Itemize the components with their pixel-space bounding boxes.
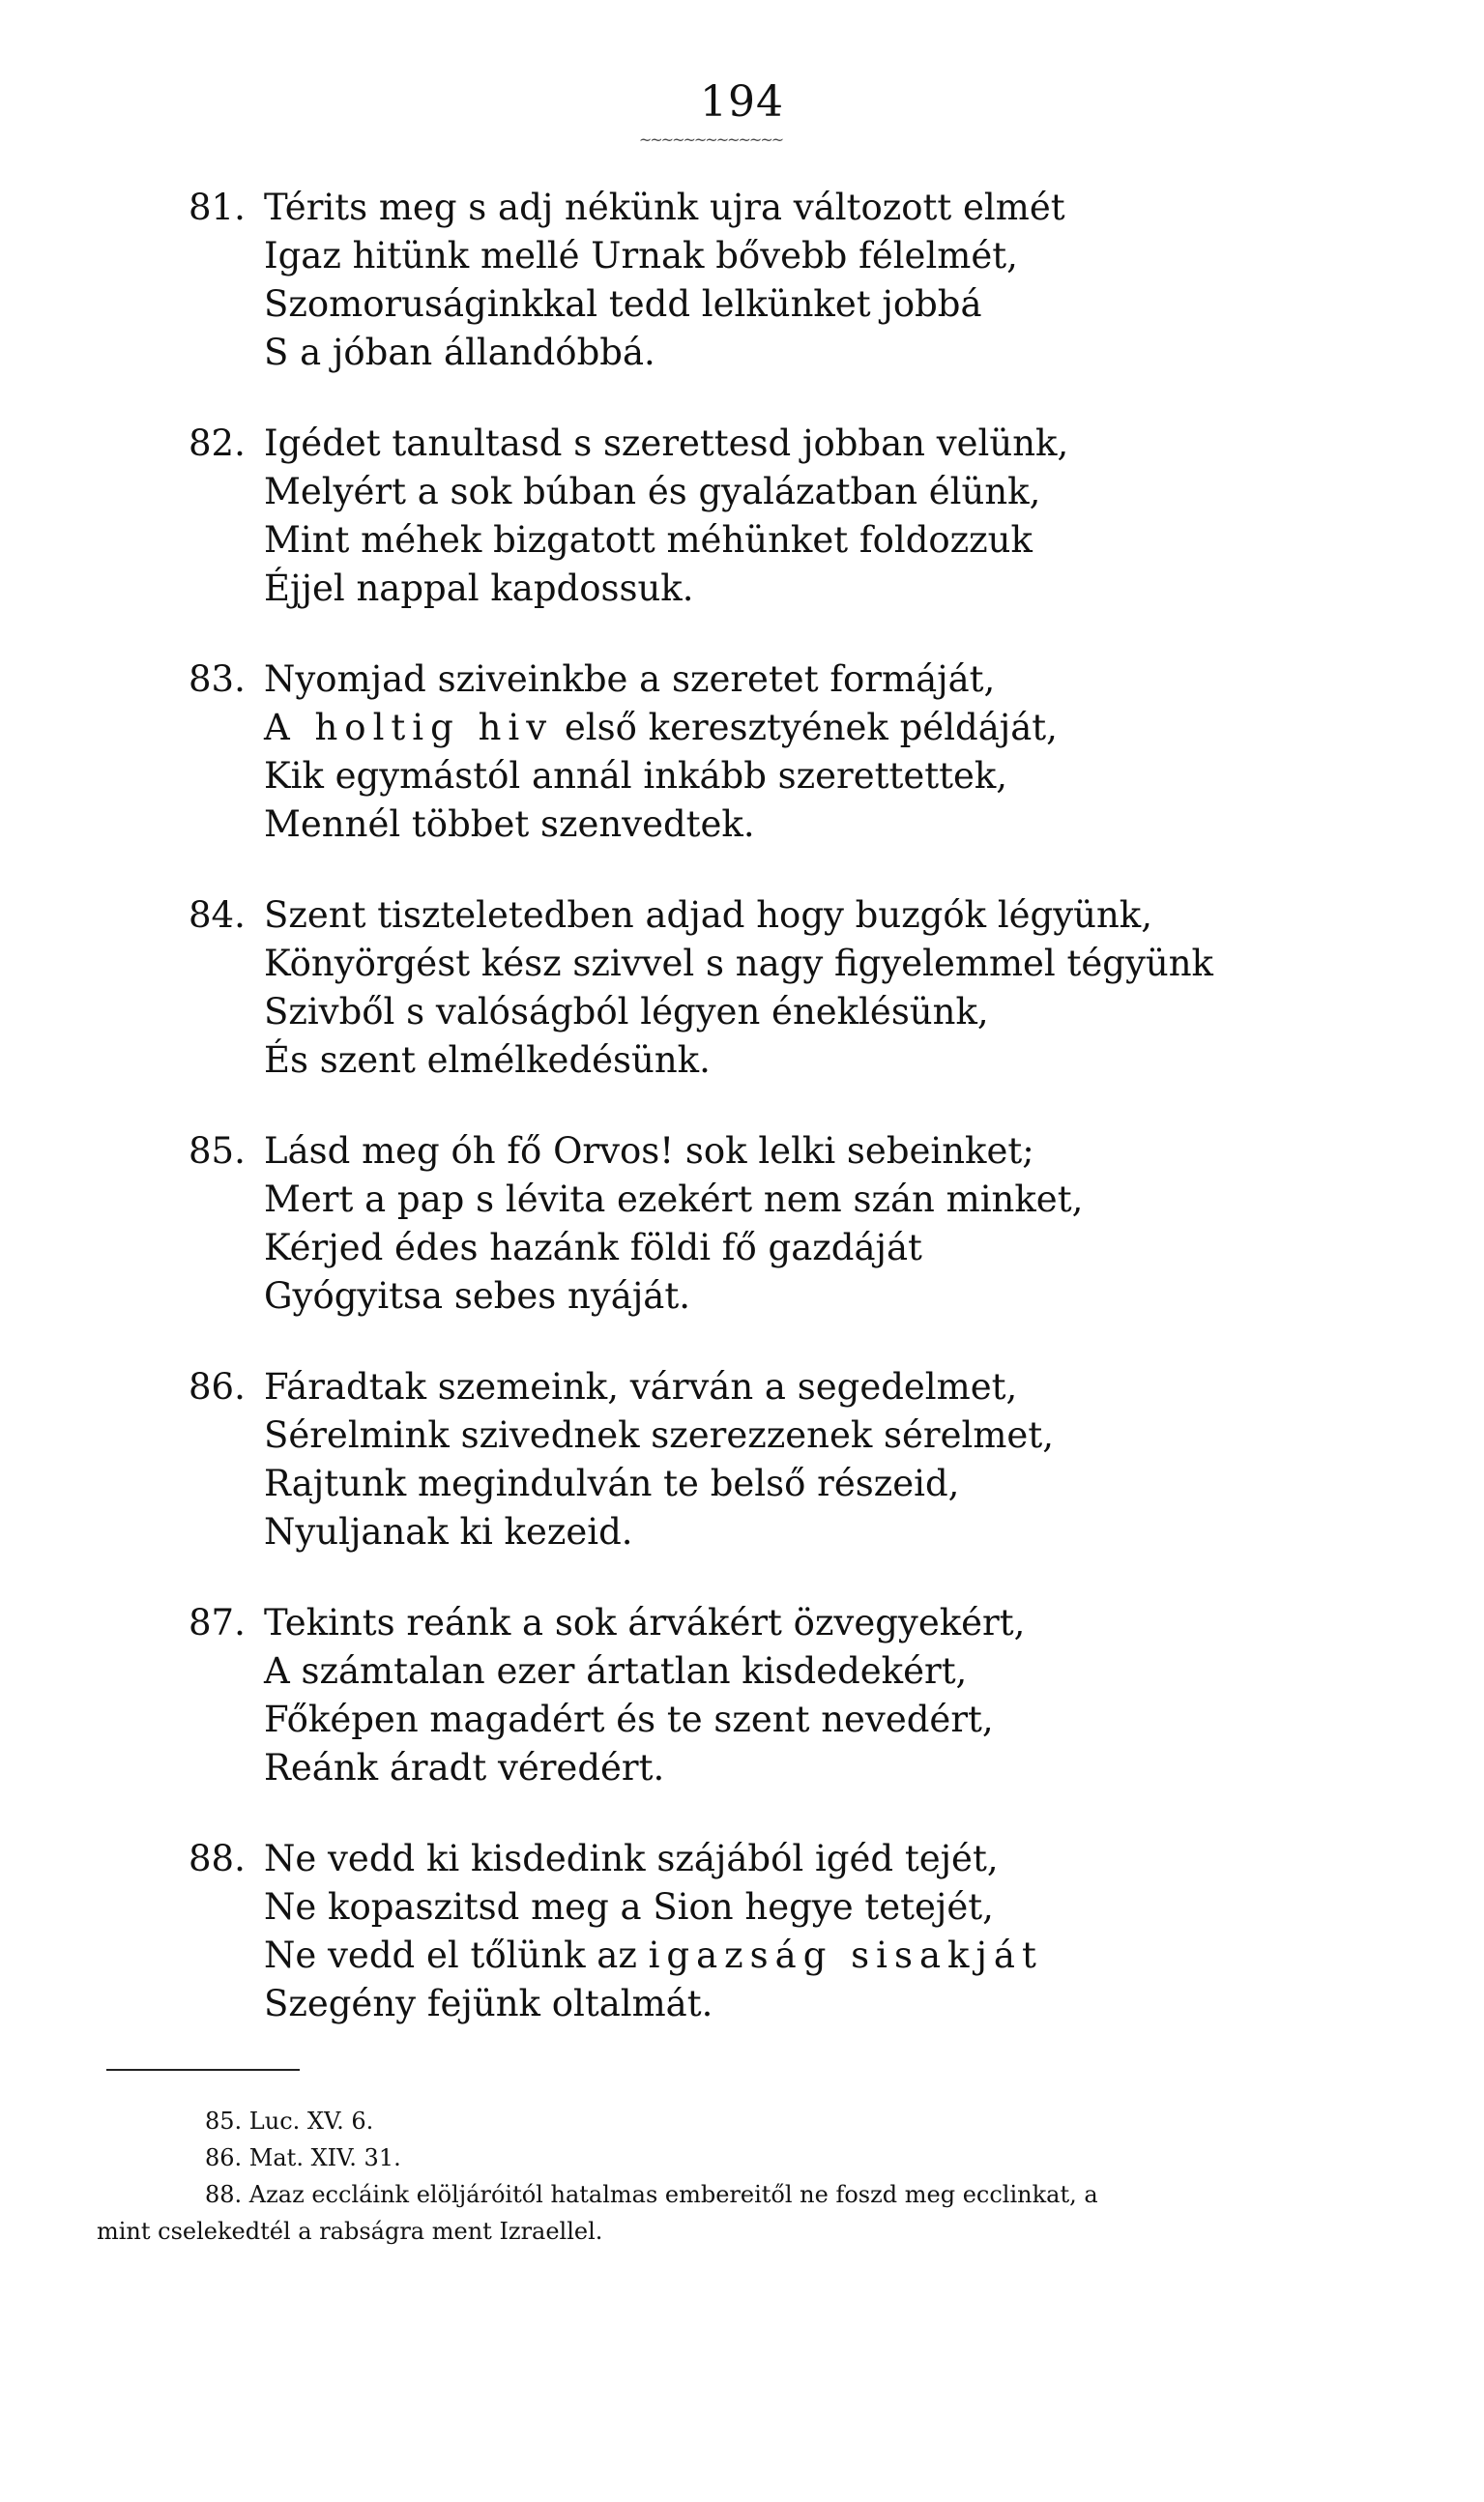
verse-line: Fáradtak szemeink, várván a segedelmet,	[264, 1366, 1018, 1408]
verse-line: Könyörgést kész szivvel s nagy figyelemmel tégyünk	[264, 943, 1213, 984]
verse-line: első keresztyének példáját,	[553, 707, 1058, 748]
verse-line: S a jóban állandóbbá.	[264, 332, 655, 373]
verse-line: Mennél többet szenvedtek.	[264, 803, 755, 845]
verse-82	[189, 420, 1271, 613]
verse-line: Kérjed édes hazánk földi fő gazdáját	[264, 1227, 922, 1268]
verse-88	[189, 1835, 1271, 2028]
footnotes	[97, 2103, 1392, 2250]
verse-number: 87.	[189, 1602, 246, 1644]
page-number: 194	[700, 77, 784, 127]
verse-number: 81.	[189, 187, 246, 228]
verse-line: Ne vedd el tőlünk az	[264, 1935, 649, 1976]
verse-line: Melyért a sok búban és gyalázatban élünk,	[264, 471, 1041, 512]
verse-line: Ne vedd ki kisdedink szájából igéd tejét,	[264, 1838, 999, 1879]
verse-line: Igaz hitünk mellé Urnak bővebb félelmét,	[264, 235, 1018, 276]
verse-line: És szent elmélkedésünk.	[264, 1039, 711, 1081]
verse-line: Térits meg s adj nékünk ujra változott elmét	[264, 187, 1065, 228]
verse-84	[189, 891, 1271, 1085]
verse-line: Nyomjad sziveinkbe a szeretet formáját,	[264, 658, 996, 700]
verse-line: Szegény fejünk oltalmát.	[264, 1983, 713, 2024]
verse-83	[189, 655, 1271, 849]
verse-line: Ne kopaszitsd meg a Sion hegye tetejét,	[264, 1886, 994, 1928]
verse-number: 83.	[189, 658, 246, 700]
spaced-emphasis: A holtig hiv	[264, 707, 554, 748]
verse-line: Rajtunk megindulván te belső részeid,	[264, 1463, 960, 1504]
verse-line: Szent tiszteletedben adjad hogy buzgók légyünk,	[264, 894, 1152, 936]
verse-number: 84.	[189, 894, 246, 936]
verse-line: Kik egymástól annál inkább szerettettek,	[264, 755, 1008, 797]
verse-line: Sérelmink szivednek szerezzenek sérelmet,	[264, 1414, 1054, 1456]
verse-line: Éjjel nappal kapdossuk.	[264, 567, 694, 609]
verse-81	[189, 184, 1271, 377]
footnote-85: 85. Luc. XV. 6.	[205, 2108, 374, 2135]
verse-line: A számtalan ezer ártatlan kisdedekért,	[264, 1650, 968, 1692]
verse-number: 88.	[189, 1838, 246, 1879]
verse-line: Szivből s valóságból légyen éneklésünk,	[264, 991, 989, 1033]
verse-line: Mint méhek bizgatott méhünket foldozzuk	[264, 519, 1033, 561]
hymn-verses	[189, 184, 1271, 2071]
footnote-88-continued: mint cselekedtél a rabságra ment Izraellel.	[97, 2218, 603, 2245]
verse-line: Igédet tanultasd s szerettesd jobban velünk,	[264, 422, 1069, 464]
footnote-88: 88. Azaz eccláink elöljáróitól hatalmas embereitől ne foszd meg ecclinkat, a	[205, 2181, 1098, 2208]
verse-line: Lásd meg óh fő Orvos! sok lelki sebeinket;	[264, 1130, 1034, 1172]
verse-number: 82.	[189, 422, 246, 464]
verse-87	[189, 1599, 1271, 1792]
footnote-divider	[106, 2069, 300, 2071]
verse-line: Szomoruságinkkal tedd lelkünket jobbá	[264, 283, 982, 325]
verse-number: 86.	[189, 1366, 246, 1408]
ornament-divider: ~~~~~~~~~~~~~	[638, 131, 783, 146]
verse-line: Mert a pap s lévita ezekért nem szán minket,	[264, 1178, 1084, 1220]
verse-85	[189, 1127, 1271, 1321]
verse-line: Reánk áradt véredért.	[264, 1747, 665, 1789]
verse-line: Nyuljanak ki kezeid.	[264, 1511, 633, 1553]
verse-number: 85.	[189, 1130, 246, 1172]
spaced-emphasis: igazság sisakját	[648, 1935, 1043, 1976]
verse-line: Főképen magadért és te szent nevedért,	[264, 1699, 994, 1740]
verse-line: Tekints reánk a sok árvákért özvegyekért,	[264, 1602, 1026, 1644]
verse-86	[189, 1363, 1271, 1556]
verse-line: Gyógyitsa sebes nyáját.	[264, 1275, 691, 1317]
footnote-86: 86. Mat. XIV. 31.	[205, 2144, 401, 2171]
